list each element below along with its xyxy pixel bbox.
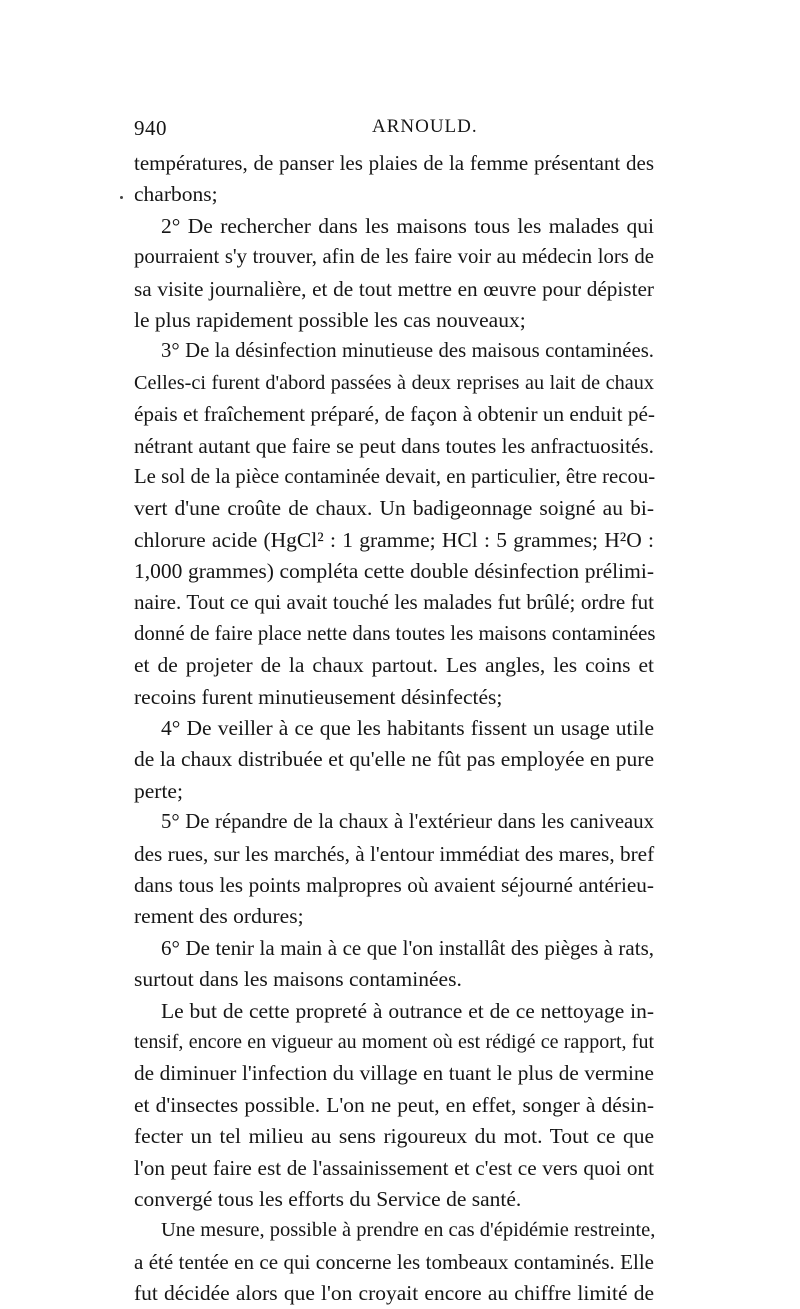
text-line: vert d'une croûte de chaux. Un badigeonnage soigné au bi- — [134, 496, 654, 521]
text-line: chlorure acide (HgCl² : 1 gramme; HCl : 5 grammes; H²O : — [134, 527, 654, 552]
print-speck — [120, 196, 123, 199]
text-line: fecter un tel milieu au sens rigoureux du mot. Tout ce que — [134, 1124, 654, 1149]
text-line: et d'insectes possible. L'on ne peut, en effet, songer à désin- — [134, 1092, 654, 1117]
text-line: naire. Tout ce qui avait touché les malades fut brûlé; ordre fut — [134, 590, 654, 615]
text-line: nétrant autant que faire se peut dans toutes les anfractuosités. — [134, 433, 654, 458]
text-line: surtout dans les maisons contaminées. — [134, 967, 462, 992]
text-line: de la chaux distribuée et qu'elle ne fût pas employée en pure — [134, 747, 654, 772]
text-line: 3° De la désinfection minutieuse des maisous contaminées. — [161, 340, 654, 363]
text-line: a été tentée en ce qui concerne les tombeaux contaminés. Elle — [134, 1249, 654, 1274]
page-number: 940 — [134, 116, 167, 140]
text-line: 2° De rechercher dans les maisons tous les malades qui — [161, 213, 654, 238]
text-line: des rues, sur les marchés, à l'entour immédiat des mares, bref — [134, 841, 655, 866]
text-line: tensif, encore en vigueur au moment où est rédigé ce rapport, fut — [134, 1030, 654, 1053]
text-line: dans tous les points malpropres où avaient séjourné antérieu- — [134, 872, 654, 897]
text-line: fut décidée alors que l'on croyait encore au chiffre limité de — [134, 1281, 654, 1306]
text-line: perte; — [134, 778, 183, 803]
text-line: températures, de panser les plaies de la femme présentant des — [134, 151, 654, 175]
page-header — [134, 116, 654, 142]
text-line: de diminuer l'infection du village en tuant le plus de vermine — [134, 1061, 654, 1086]
body-text — [134, 148, 654, 1309]
running-head: ARNOULD. — [372, 116, 478, 137]
text-line: et de projeter de la chaux partout. Les angles, les coins et — [134, 653, 654, 678]
text-line: sa visite journalière, et de tout mettre en œuvre pour dépister — [134, 276, 654, 301]
text-line: 5° De répandre de la chaux à l'extérieur dans les caniveaux — [161, 811, 654, 834]
text-line: Le but de cette propreté à outrance et de ce nettoyage in- — [161, 998, 654, 1023]
text-line: 4° De veiller à ce que les habitants fissent un usage utile — [161, 716, 654, 741]
text-line: l'on peut faire est de l'assainissement et c'est ce vers quoi ont — [134, 1155, 654, 1180]
text-line: rement des ordures; — [134, 904, 304, 929]
text-line: pourraient s'y trouver, afin de les faire voir au médecin lors de — [134, 246, 654, 269]
text-line: convergé tous les efforts du Service de santé. — [134, 1186, 522, 1211]
text-line: épais et fraîchement préparé, de façon à obtenir un enduit pé- — [134, 402, 655, 427]
text-line: donné de faire place nette dans toutes les maisons contaminées — [134, 622, 656, 645]
text-line: Une mesure, possible à prendre en cas d'épidémie restreinte, — [161, 1219, 656, 1242]
text-line: le plus rapidement possible les cas nouveaux; — [134, 307, 526, 332]
text-line: 1,000 grammes) compléta cette double désinfection prélimi- — [134, 559, 654, 584]
text-line: recoins furent minutieusement désinfectés; — [134, 684, 503, 709]
text-line: 6° De tenir la main à ce que l'on installât des pièges à rats, — [161, 935, 654, 960]
text-line: Celles-ci furent d'abord passées à deux reprises au lait de chaux — [134, 371, 654, 394]
text-line: Le sol de la pièce contaminée devait, en particulier, être recou- — [134, 465, 656, 488]
text-line: charbons; — [134, 182, 218, 207]
